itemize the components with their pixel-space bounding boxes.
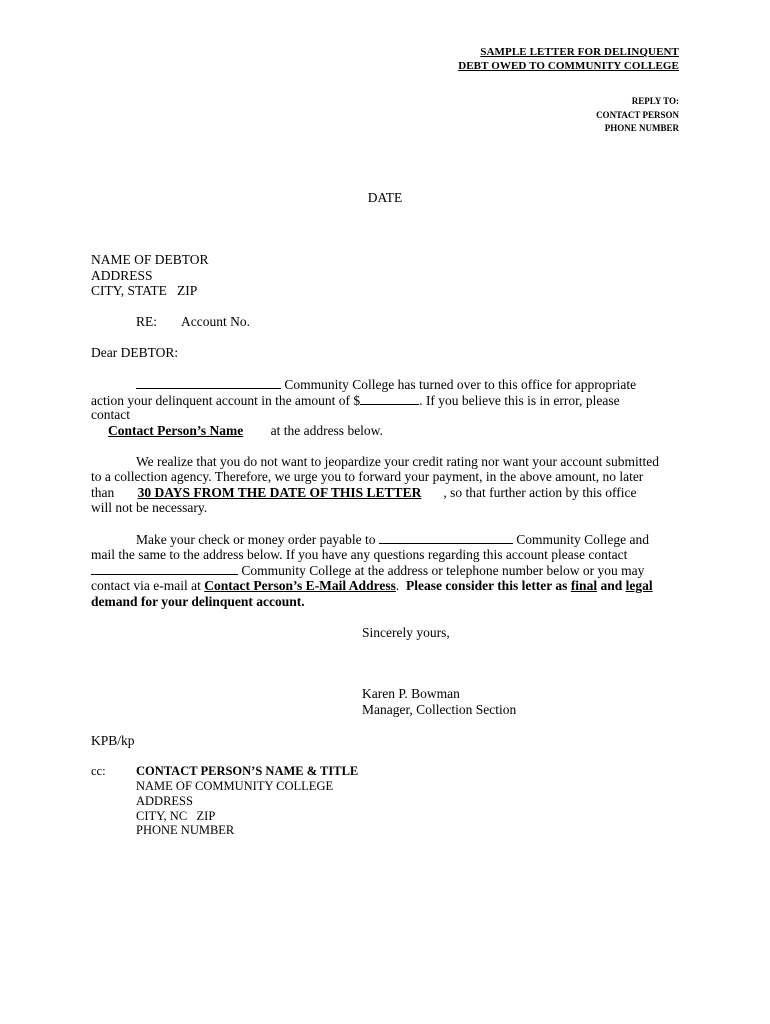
cc-name-title: CONTACT PERSON’S NAME & TITLE: [136, 764, 359, 778]
debtor-name: NAME OF DEBTOR: [91, 252, 209, 267]
reply-contact-person: CONTACT PERSON: [596, 110, 679, 120]
payment-deadline: 30 DAYS FROM THE DATE OF THIS LETTER: [137, 485, 422, 500]
legal-word: legal: [625, 578, 653, 593]
final-word: final: [570, 578, 598, 593]
re-label: RE:: [136, 314, 158, 329]
paragraph3-line1: Make your check or money order payable to Community College and: [136, 532, 650, 547]
contact-college-blank: [91, 562, 238, 575]
paragraph1-line4: Contact Person’s Name at the address below.: [91, 423, 383, 439]
paragraph3-line4: contact via e-mail at Contact Person’s E-Mail Address. Please consider this letter as final and legal: [91, 578, 657, 594]
cc-phone: PHONE NUMBER: [136, 823, 235, 837]
contact-person-name: Contact Person’s Name: [108, 423, 244, 438]
paragraph2-line1: We realize that you do not want to jeopardize your credit rating nor want your account submitted: [136, 454, 659, 469]
signer-name: Karen P. Bowman: [362, 686, 460, 701]
letter-date: DATE: [367, 190, 403, 205]
paragraph2-line4: will not be necessary.: [91, 500, 208, 515]
paragraph3-line3: Community College at the address or telephone number below or you may: [91, 562, 644, 579]
closing-sincerely: Sincerely yours,: [362, 625, 450, 640]
header-title-line2: DEBT OWED TO COMMUNITY COLLEGE: [458, 60, 679, 72]
cc-label: cc:: [91, 764, 106, 778]
college-name-blank: [136, 376, 281, 389]
typist-initials: KPB/kp: [91, 733, 135, 748]
reply-phone-number: PHONE NUMBER: [604, 123, 679, 133]
paragraph2-line3: than 30 DAYS FROM THE DATE OF THIS LETTER , so that further action by this office: [91, 485, 637, 500]
amount-blank: [360, 392, 419, 405]
contact-email: Contact Person’s E-Mail Address: [204, 578, 396, 593]
paragraph3-line5: demand for your delinquent account.: [91, 594, 305, 609]
cc-address: ADDRESS: [136, 794, 193, 808]
paragraph1-line2: action your delinquent account in the amount of $ . If you believe this is in error, please: [91, 393, 620, 408]
reply-to-label: REPLY TO:: [631, 96, 679, 106]
signer-title: Manager, Collection Section: [362, 702, 517, 717]
debtor-address: ADDRESS: [91, 268, 153, 283]
paragraph3-line2: mail the same to the address below. If you have any questions regarding this account please contact: [91, 547, 628, 562]
payable-college-blank: [379, 531, 513, 544]
paragraph1-line1: Community College has turned over to this office for appropriate: [136, 376, 636, 393]
cc-city: CITY, NC ZIP: [136, 809, 216, 823]
cc-college: NAME OF COMMUNITY COLLEGE: [136, 779, 334, 793]
salutation: Dear DEBTOR:: [91, 345, 179, 360]
paragraph2-line2: to a collection agency. Therefore, we urge you to forward your payment, in the above amount, no later: [91, 469, 644, 484]
header-title-line1: SAMPLE LETTER FOR DELINQUENT: [480, 46, 679, 58]
debtor-city-state-zip: CITY, STATE ZIP: [91, 283, 198, 298]
paragraph1-line3: contact: [91, 407, 130, 422]
re-account-no: Account No.: [181, 314, 250, 329]
